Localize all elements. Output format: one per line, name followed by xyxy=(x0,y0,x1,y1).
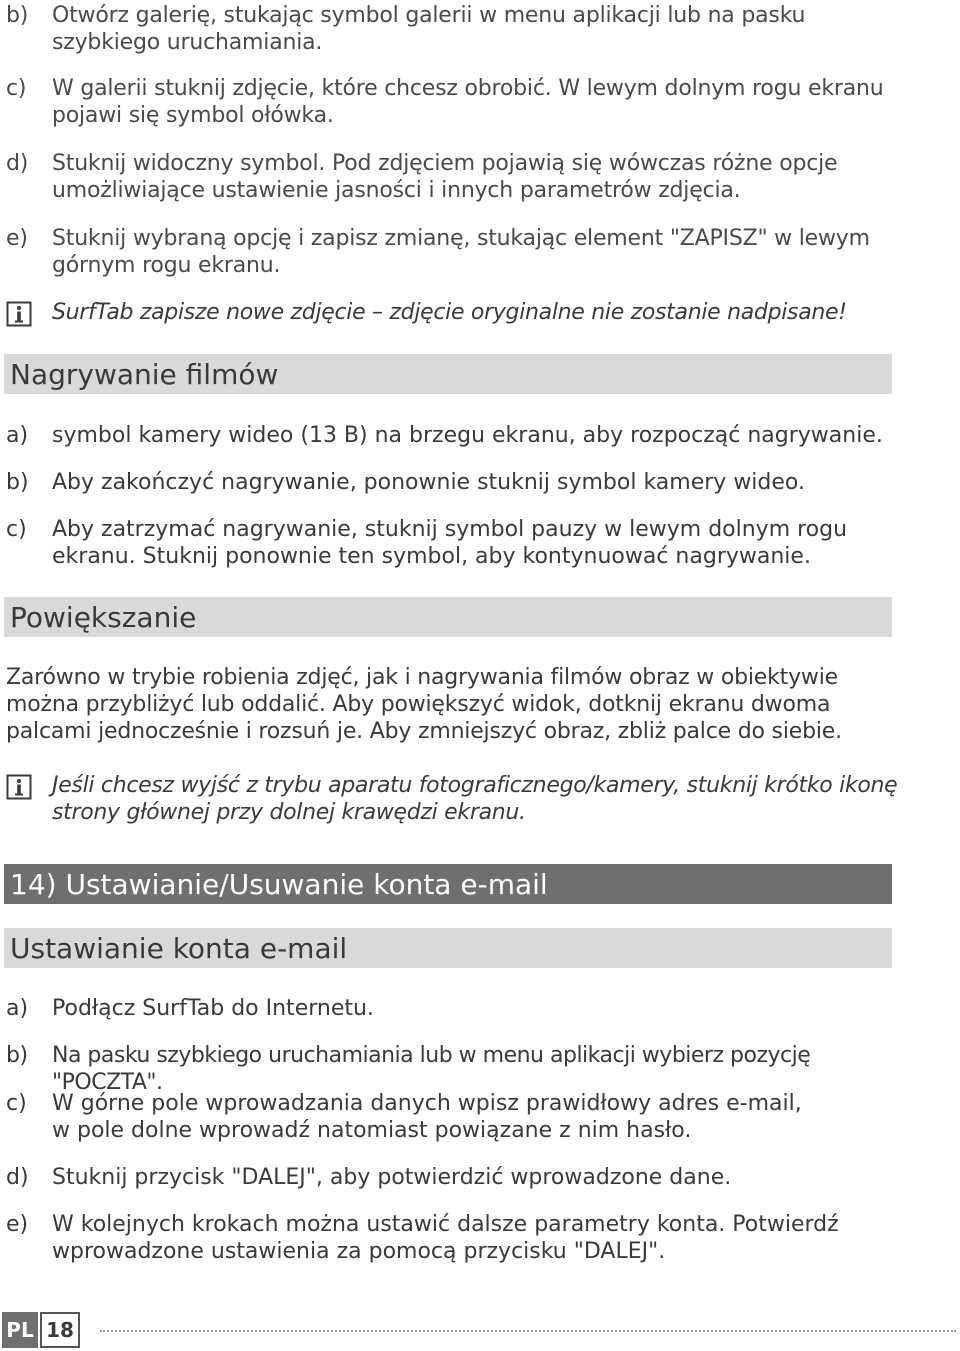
step-label: b) xyxy=(6,1043,28,1068)
step-label: d) xyxy=(6,151,29,176)
footer-page-number: 18 xyxy=(40,1312,80,1348)
photo-step-b xyxy=(6,2,906,56)
step-label: e) xyxy=(6,1212,29,1237)
chapter-heading xyxy=(4,864,892,904)
step-text: Stuknij wybraną opcję i zapisz zmianę, stukając element "ZAPISZ" w lewym górnym rogu ekranu. xyxy=(52,226,870,278)
info-note-exit xyxy=(6,772,906,826)
step-text: Na pasku szybkiego uruchamiania lub w menu aplikacji wybierz pozycję "POCZTA". xyxy=(52,1043,811,1095)
step-label: b) xyxy=(6,470,29,495)
step-text: W kolejnych krokach można ustawić dalsze parametry konta. Potwierdź wprowadzone ustawienia za pomocą przycisku "DALEJ". xyxy=(52,1212,839,1264)
step-text: Aby zatrzymać nagrywanie, stuknij symbol pauzy w lewym dolnym rogu ekranu. Stuknij ponownie ten symbol, aby kontynuować nagrywanie. xyxy=(52,517,848,569)
photo-step-d xyxy=(6,150,906,204)
footer-language-tag: PL xyxy=(2,1312,38,1348)
step-label: e) xyxy=(6,226,28,251)
video-step-b xyxy=(6,469,906,496)
step-text: W górne pole wprowadzania danych wpisz prawidłowy adres e-mail, w pole dolne wprowadź natomiast powiązane z nim hasło. xyxy=(52,1091,802,1143)
info-icon xyxy=(6,774,32,800)
photo-step-c xyxy=(6,75,906,129)
email-step-d xyxy=(6,1164,906,1191)
email-step-a xyxy=(6,995,906,1022)
section-title: Ustawianie konta e-mail xyxy=(10,932,348,965)
video-step-a xyxy=(6,422,906,449)
video-step-c xyxy=(6,516,906,570)
step-text: Podłącz SurfTab do Internetu. xyxy=(52,996,374,1021)
step-text: symbol kamery wideo (13 B) na brzegu ekranu, aby rozpocząć nagrywanie. xyxy=(52,423,883,448)
photo-step-e xyxy=(6,225,906,279)
info-note-surftab xyxy=(6,299,906,326)
section-title: Powiększanie xyxy=(10,601,197,634)
info-icon xyxy=(6,301,32,327)
section-heading-video xyxy=(4,354,892,394)
note-text: SurfTab zapisze nowe zdjęcie – zdjęcie oryginalne nie zostanie nadpisane! xyxy=(52,300,847,325)
step-label: a) xyxy=(6,996,29,1021)
step-label: c) xyxy=(6,76,27,101)
email-step-b xyxy=(6,1042,906,1096)
step-label: d) xyxy=(6,1165,29,1190)
note-text: Jeśli chcesz wyjść z trybu aparatu fotograficznego/kamery, stuknij krótko ikonę strony głównej przy dolnej krawędzi ekranu. xyxy=(52,773,898,825)
email-step-c xyxy=(6,1090,906,1144)
step-label: b) xyxy=(6,3,29,28)
step-label: c) xyxy=(6,517,27,542)
step-text: Otwórz galerię, stukając symbol galerii w menu aplikacji lub na pasku szybkiego uruchamiania. xyxy=(52,3,806,55)
section-title: Nagrywanie filmów xyxy=(10,358,279,391)
email-step-e xyxy=(6,1211,906,1265)
step-text: Stuknij przycisk "DALEJ", aby potwierdzić wprowadzone dane. xyxy=(52,1165,732,1190)
step-text: Aby zakończyć nagrywanie, ponownie stuknij symbol kamery wideo. xyxy=(52,470,805,495)
step-text: W galerii stuknij zdjęcie, które chcesz obrobić. W lewym dolnym rogu ekranu pojawi się symbol ołówka. xyxy=(52,76,884,128)
chapter-title: 14) Ustawianie/Usuwanie konta e-mail xyxy=(10,868,548,901)
zoom-paragraph: Zarówno w trybie robienia zdjęć, jak i nagrywania filmów obraz w obiektywie można przybliżyć lub oddalić. Aby powiększyć widok, dotknij ekranu dwoma palcami jednocześnie i rozsuń je. Aby zmniejszyć obraz, zbliż palce do siebie. xyxy=(6,665,842,744)
section-heading-email xyxy=(4,928,892,968)
section-heading-zoom xyxy=(4,597,892,637)
footer-dotted-rule xyxy=(100,1330,956,1332)
step-label: c) xyxy=(6,1091,27,1116)
step-text: Stuknij widoczny symbol. Pod zdjęciem pojawią się wówczas różne opcje umożliwiające ustawienie jasności i innych parametrów zdjęcia. xyxy=(52,151,838,203)
step-label: a) xyxy=(6,423,29,448)
